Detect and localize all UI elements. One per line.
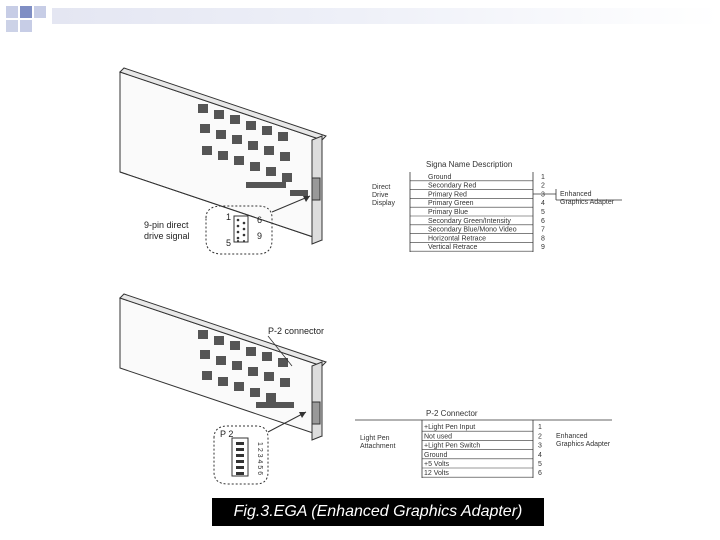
table-row-signal: +Light Pen Switch [424,442,481,450]
table-row-pin: 6 [541,217,545,225]
top-table-header: Signa Name Description [426,160,513,169]
table-row-pin: 1 [541,173,545,181]
bottom-right-label-2: Graphics Adapter [556,441,611,448]
p2-connector-callout: P-2 connector [268,326,325,336]
top-side-label-1: Direct [372,184,391,191]
figure-caption: Fig.3.EGA (Enhanced Graphics Adapter) [212,498,544,526]
table-row-signal: Secondary Red [428,182,477,190]
table-row-pin: 9 [541,244,545,252]
connector-label-line2: drive signal [144,231,190,241]
table-row-signal: +Light Pen Input [424,424,476,432]
table-row-pin: 5 [541,209,545,216]
pin-5-label: 5 [226,238,232,248]
table-row-signal: Ground [424,451,448,459]
top-side-label-2: Drive [372,192,389,199]
table-row-signal: Primary Green [428,200,474,208]
table-row-pin: 3 [538,442,542,450]
table-row-signal: Not used [424,433,453,441]
table-row-signal: Secondary Green/Intensity [428,217,511,225]
table-row-pin: 4 [538,451,542,459]
table-row-pin: 7 [541,226,545,234]
table-row-pin: 5 [538,461,542,468]
connector-label-line1: 9-pin direct [144,220,189,230]
table-row-pin: 6 [538,470,542,478]
table-row-pin: 2 [538,433,542,441]
table-row-signal: Secondary Blue/Mono Video [428,226,517,234]
table-row-signal: Primary Blue [428,209,469,216]
pin-1-label: 1 [226,212,232,222]
top-signal-table [372,160,622,252]
table-row-signal: Primary Red [428,191,467,199]
table-row-signal: +5 Volts [424,461,450,468]
p2-connector-mark: P 2 [220,429,234,439]
bottom-side-label-2: Attachment [360,443,396,450]
table-row-signal: Horizontal Retrace [428,235,486,243]
table-row-signal: Ground [428,173,452,181]
table-row-pin: 3 [541,191,545,199]
ega-card-top [120,68,326,244]
pin-9-label: 9 [257,231,263,241]
table-row-signal: Vertical Retrace [428,244,478,252]
bottom-signal-table [355,409,612,478]
pin-6-label: 6 [257,215,263,225]
p2-pin-column: 1 2 3 4 5 6 [256,442,263,476]
table-row-pin: 1 [538,424,542,432]
bottom-table-header: P-2 Connector [426,409,478,418]
top-right-label-2: Graphics Adapter [560,199,615,206]
table-row-signal: 12 Volts [424,470,449,478]
bottom-side-label-1: Light Pen [360,435,390,442]
table-row-pin: 4 [541,200,545,208]
top-right-label-1: Enhanced [560,191,592,198]
top-side-label-3: Display [372,200,395,207]
table-row-pin: 2 [541,182,545,190]
bottom-right-label-1: Enhanced [556,433,588,440]
table-row-pin: 8 [541,235,545,243]
